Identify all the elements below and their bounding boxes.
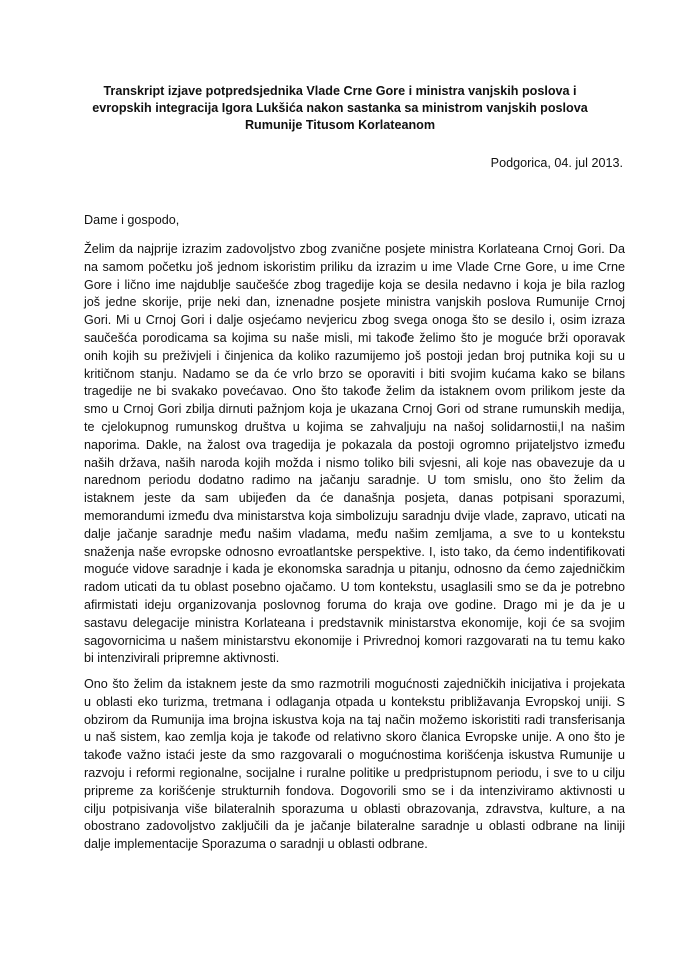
paragraph-line: sagovornicima u našem ministarstvu ekonomije i Privrednoj komori razgovarati na tu temu kako [84,633,625,648]
paragraph-line: pripreme za korišćenje strukturnih fondova. Dogovorili smo se i da intenziviramo aktivnosti u [84,783,625,798]
paragraph-2 [84,676,625,854]
title-line: evropskih integracija Igora Lukšića nakon sastanka sa ministrom vanjskih poslova [92,101,588,115]
paragraph-line: naših država, naših naroda kojih možda i nismo toliko bili svjesni, ali koje nas obavezuje da u [84,455,625,470]
paragraph-line: memorandumi između dva ministarstva koja simbolizuju saradnju dvije vlade, zapravo, uticati na [84,508,625,523]
paragraph-line: u naš sistem, kao zemlja koja je takođe od relativno skoro članica Evropske unije. A ono što je [84,730,625,745]
paragraph-line: Gori. Mi u Crnoj Gori i dalje osjećamo nevjericu zbog svega onoga što se desilo i, osim izraza [84,313,625,328]
paragraph-line: onih kojih su preživjeli i činjenica da koliko razumijemo još postoji jedan broj putnika koji su u [84,348,625,363]
paragraph-line: radom uticati da tu oblast posebno ojačamo. U tom kontekstu, usaglasili smo se da je potrebno [84,580,625,595]
paragraph-line: sastavu delegacije ministra Korlateana i predstavnik ministarstva ekonomije, koji će sa svojim [84,615,625,630]
paragraph-line: u oblasti eko turizma, tretmana i odlaganja otpada u kontekstu približavanja Evropskoj uniji. S [84,694,625,709]
paragraph-line: cilju potpisivanja više bilateralnih sporazuma u oblasti obrazovanja, zdravstva, kulture, a na [84,801,625,816]
paragraph-line: narednom periodu dodatno radimo na jačanju saradnje. U tom smislu, ono što želim da [84,473,625,488]
paragraph-line: Gore i lično ime najdublje saučešće zbog tragedije koja se desila nedavno i koja je bila razlog [84,277,625,292]
paragraph-1 [84,241,625,668]
paragraph-line: još jedne skorije, prije neki dan, iznenadne posjete ministra vanjskih poslova Rumunije Crnoj [84,295,625,310]
paragraph-line: moguće vidove saradnje i kada je ekonomska saradnja u pitanju, odnosno da ćemo zajedničkim [84,562,625,577]
paragraph-line: Želim da najprije izrazim zadovoljstvo zbog zvanične posjete ministra Korlateana Crnoj Gori. Da [84,242,625,256]
paragraph-line: obostrano zadovoljstvo zaključili da je jačanje bilateralne saradnje u oblasti odbrane na liniji [84,819,625,834]
paragraph-line: tragedije ne bi svakako povećavao. Ono što takođe želim da istaknem ovom prilikom jeste da [84,384,625,399]
paragraph-line: dalje jačanje saradnje među našim vladama, među našim zemljama, a sve to u kontekstu [84,526,625,541]
paragraph-line: kritičnom stanju. Nadamo se da će vrlo brzo se oporaviti i biti svojim kućama kako se bilans [84,366,625,381]
paragraph-line: dalje implementacije Sporazuma o saradnji u oblasti odbrane. [84,837,428,852]
paragraph-line: snaženja naše evropske odnosno evroatlantske perspektive. I, isto tako, da ćemo indentifikovati [84,544,625,559]
document-title [70,83,610,134]
paragraph-line: na samom početku još jednom iskoristim priliku da izrazim u ime Vlade Crne Gore, u ime Crne [84,259,625,274]
paragraph-line: Ono što želim da istaknem jeste da smo razmotrili mogućnosti zajedničkih inicijativa i projekata [84,677,625,691]
paragraph-line: afirmistati ideju organizovanja poslovnog foruma do kraja ove godine. Drago mi je da je u [84,597,625,612]
paragraph-line: bi intenzivirali pripremne aktivnosti. [84,651,280,666]
paragraph-line: smo u Crnoj Gori zbilja dirnuti pažnjom koja je ukazana Crnoj Gori od strane rumunskih medija, [84,402,625,417]
paragraph-line: takođe važno istaći jeste da smo razgovarali o mogućnostima korišćenja iskustva Rumunije u [84,748,625,763]
greeting: Dame i gospodo, [84,213,180,227]
paragraph-line: obzirom da Rumunija ima brojna iskustva koja na taj način možemo iskoristiti radi transferisanja [84,712,625,727]
paragraph-line: razvoju i reformi regionalne, socijalne i ruralne politike u predpristupnom periodu, i sve to u cilju [84,765,625,780]
title-line: Rumunije Titusom Korlateanom [244,118,436,132]
document-date: Podgorica, 04. jul 2013. [490,156,623,170]
title-line: Transkript izjave potpredsjednika Vlade Crne Gore i ministra vanjskih poslova i [103,84,577,98]
paragraph-line: naporima. Dakle, na žalost ova tragedija je pokazala da postoji ogromno prijateljstvo između [84,437,625,452]
paragraph-line: istaknem jeste da sam ubijeđen da će današnja posjeta, danas potpisani sporazumi, [84,491,625,506]
paragraph-line: saučešća porodicama sa kojima su naše misli, mi takođe želimo što je moguće brži oporavak [84,330,625,345]
paragraph-line: te cjelokupnog rumunskog društva u kojima se zahvaljuju na našoj solidarnostii,l na našim [84,419,625,434]
